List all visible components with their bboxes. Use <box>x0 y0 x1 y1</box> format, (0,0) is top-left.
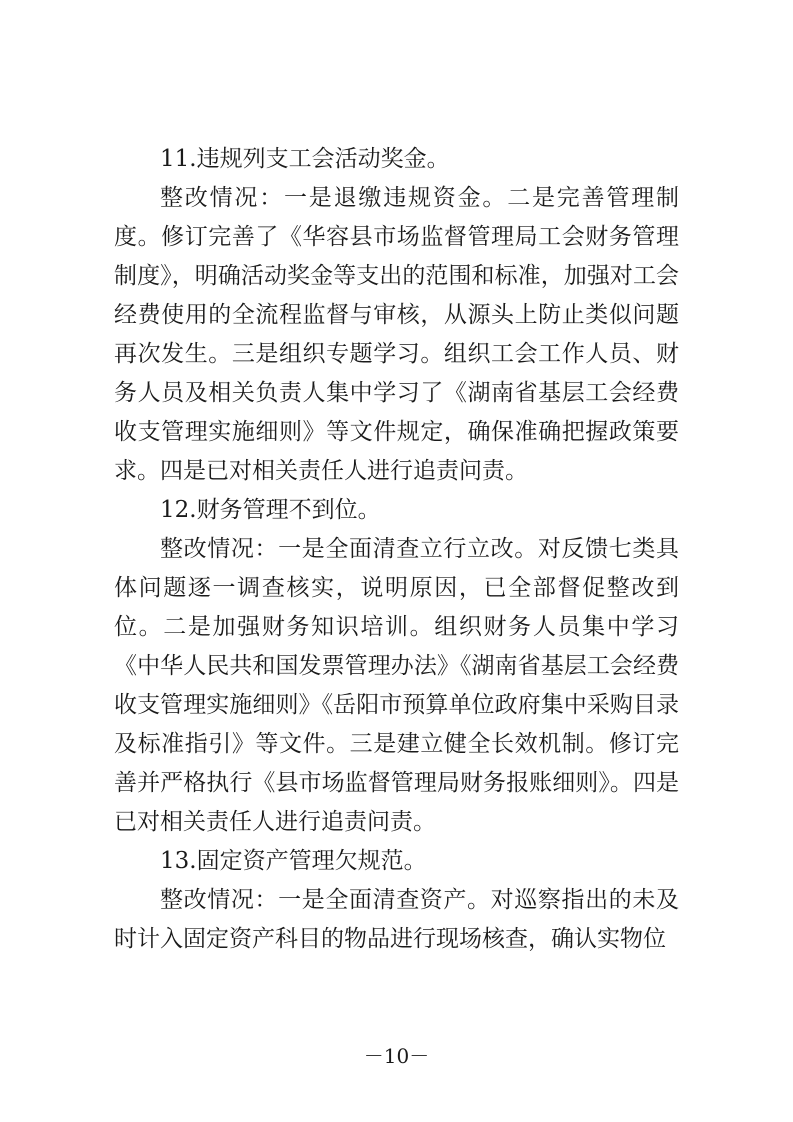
section-heading: 11.违规列支工会活动奖金。 <box>160 146 450 172</box>
section-paragraph: 整改情况：一是全面清查立行立改。对反馈七类具体问题逐一调查核实，说明原因，已全部督促整改到位。二是加强财务知识培训。组织财务人员集中学习《中华人民共和国发票管理办法》《湖南省基层工会经费收支管理实施细则》《岳阳市预算单位政府集中采购目录及标准指引》等文件。三是建立健全长效机制。修订完善并严格执行《县市场监督管理局财务报账细则》。四是已对相关责任人进行追责问责。 <box>114 536 679 835</box>
section-paragraph: 整改情况：一是退缴违规资金。二是完善管理制度。修订完善了《华容县市场监督管理局工会财务管理制度》，明确活动奖金等支出的范围和标准，加强对工会经费使用的全流程监督与审核，从源头上防止类似问题再次发生。三是组织专题学习。组织工会工作人员、财务人员及相关负责人集中学习了《湖南省基层工会经费收支管理实施细则》等文件规定，确保准确把握政策要求。四是已对相关责任人进行追责问责。 <box>114 185 679 484</box>
section-heading: 12.财务管理不到位。 <box>160 497 381 523</box>
section-heading: 13.固定资产管理欠规范。 <box>160 848 427 874</box>
page-number: －10－ <box>363 1044 430 1068</box>
document-body <box>114 140 679 959</box>
section-paragraph: 整改情况：一是全面清查资产。对巡察指出的未及时计入固定资产科目的物品进行现场核查，确认实物位 <box>114 887 679 952</box>
